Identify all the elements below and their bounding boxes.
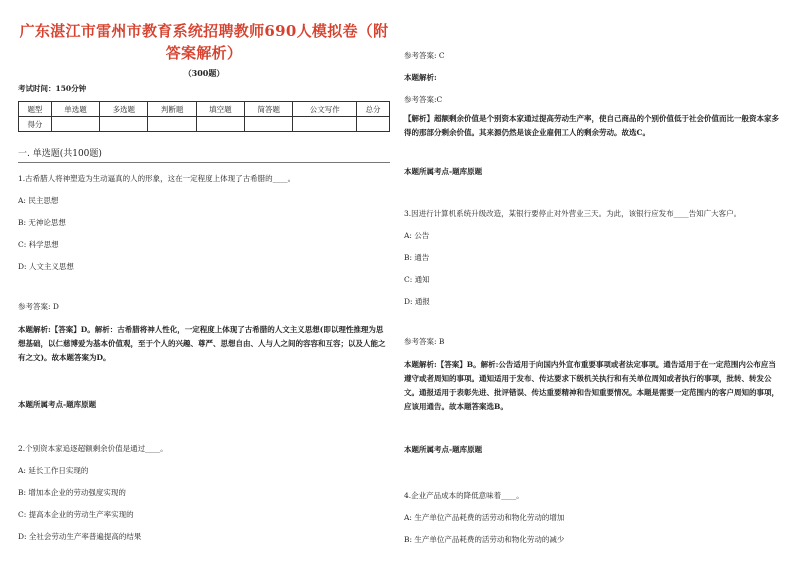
option: C: 提高本企业的劳动生产率实现的 — [18, 510, 134, 519]
score-cell — [100, 117, 148, 132]
score-table-header: 单选题 — [51, 102, 99, 117]
question-point: 本题所属考点-题库原题 — [404, 167, 483, 176]
option: C: 科学思想 — [18, 240, 59, 249]
option: B: 增加本企业的劳动强度实现的 — [18, 488, 126, 497]
option: B: 生产单位产品耗费的活劳动和物化劳动的减少 — [404, 535, 565, 544]
score-cell — [245, 117, 293, 132]
question-stem: 4.企业产品成本的降低意味着____。 — [404, 491, 524, 500]
left-column — [18, 0, 390, 543]
score-cell — [148, 117, 196, 132]
score-table-header: 总分 — [357, 102, 390, 117]
score-table-header: 简答题 — [245, 102, 293, 117]
answer-explanation: 【解析】超额剩余价值是个别资本家通过提高劳动生产率，使自己商品的个别价值低于社会价值而比一般资本家多得的那部分剩余价值。其来源仍然是该企业雇佣工人的剩余劳动。故选C。 — [404, 114, 779, 137]
score-cell — [196, 117, 244, 132]
option: A: 民主思想 — [18, 196, 59, 205]
option: D: 全社会劳动生产率普遍提高的结果 — [18, 532, 142, 541]
question-stem: 1.古希腊人将神塑造为生动逼真的人的形象，这在一定程度上体现了古希腊的____。 — [18, 174, 296, 183]
option: B: 无神论思想 — [18, 218, 66, 227]
reference-answer: 参考答案:C — [404, 95, 443, 104]
score-table-header: 判断题 — [148, 102, 196, 117]
question-stem: 3.因进行计算机系统升级改造，某银行要停止对外营业三天。为此，该银行应发布____告知广大客户。 — [404, 209, 742, 218]
answer-explanation: 本题解析:【答案】B。解析:公告适用于向国内外宣布重要事项或者法定事项。通告适用于在一定范围内公布应当遵守或者周知的事项。通知适用于发布、传达要求下级机关执行和有关单位周知或者执行的事项，批转、转发公文。通报适用于表彰先进、批评错误、传达重要精神和告知重要情况。本题是需要一定范围内的客户周知的事项，应该用通告。故本题答案选B。 — [404, 360, 779, 411]
score-row-label: 得分 — [19, 117, 52, 132]
score-table-header-row — [19, 102, 390, 117]
option: D: 通报 — [404, 297, 430, 306]
score-cell — [51, 117, 99, 132]
question-stem: 2.个别资本家追逐超额剩余价值是通过____。 — [18, 444, 168, 453]
answer-explanation: 本题解析:【答案】D。解析：古希腊将神人性化，一定程度上体现了古希腊的人文主义思想(即以理性推理为思想基础，以仁慈博爱为基本价值观，至于个人的兴趣、尊严、思想自由、人与人之间的容容和互容；以及人能之有之文)。故本题答案为D。 — [18, 325, 386, 362]
option: D: 人文主义思想 — [18, 262, 74, 271]
exam-time: 考试时间：150分钟 — [18, 84, 87, 93]
score-table — [18, 101, 390, 132]
option: C: 通知 — [404, 275, 430, 284]
reference-answer: 参考答案: B — [404, 337, 445, 346]
reference-answer: 参考答案: C — [404, 51, 445, 60]
score-table-header: 题型 — [19, 102, 52, 117]
total-count: （300题） — [183, 68, 225, 78]
score-cell — [357, 117, 390, 132]
score-table-header: 公文写作 — [293, 102, 357, 117]
document-title: 广东湛江市雷州市教育系统招聘教师690人模拟卷（附答案解析） — [19, 22, 389, 62]
question-point: 本题所属考点-题库原题 — [18, 400, 97, 409]
score-cell — [293, 117, 357, 132]
option: A: 公告 — [404, 231, 430, 240]
section-title: 一. 单选题(共100题) — [18, 149, 102, 159]
option: B: 通告 — [404, 253, 430, 262]
right-column — [404, 0, 780, 546]
score-table-header: 填空题 — [196, 102, 244, 117]
reference-answer: 参考答案: D — [18, 302, 59, 311]
option: A: 延长工作日实现的 — [18, 466, 89, 475]
section-divider — [18, 162, 390, 163]
option: A: 生产单位产品耗费的活劳动和物化劳动的增加 — [404, 513, 565, 522]
score-table-header: 多选题 — [100, 102, 148, 117]
question-point: 本题所属考点-题库原题 — [404, 445, 483, 454]
score-table-row — [19, 117, 390, 132]
explanation-label: 本题解析: — [404, 73, 437, 82]
